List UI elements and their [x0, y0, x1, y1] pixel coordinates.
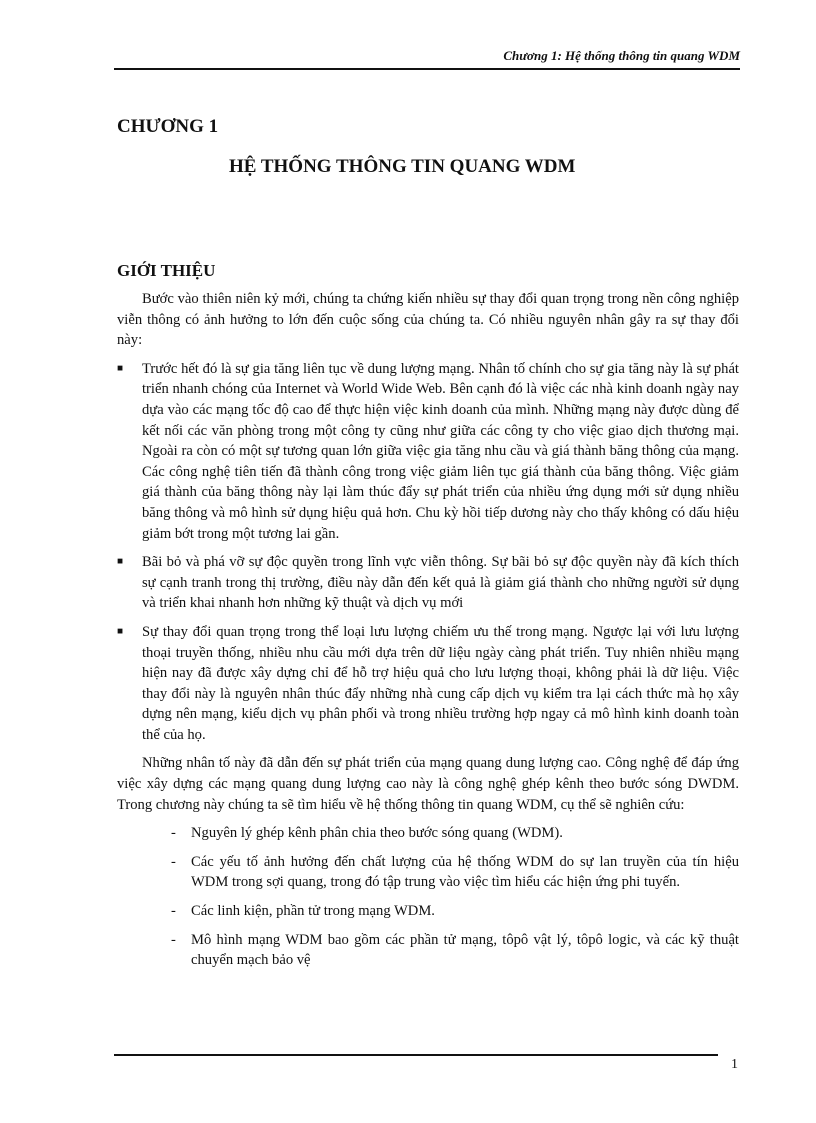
- body-text: [117, 289, 739, 979]
- list-item: [117, 622, 739, 746]
- section-heading: GIỚI THIỆU: [117, 261, 216, 280]
- footer-rule: [114, 1054, 718, 1056]
- dash-bullet-icon: -: [171, 853, 176, 870]
- page-number: 1: [731, 1057, 738, 1072]
- chapter-title: HỆ THỐNG THÔNG TIN QUANG WDM: [229, 156, 576, 177]
- topic-text: Mô hình mạng WDM bao gồm các phần tử mạng, tôpô vật lý, tôpô logic, và các kỹ thuật chuyển mạch bảo vệ: [191, 931, 739, 969]
- topic-text: Các yếu tố ảnh hưởng đến chất lượng của hệ thống WDM do sự lan truyền của tín hiệu WDM trong sợi quang, trong đó tập trung vào việc tìm hiểu các hiện ứng phi tuyến.: [191, 853, 739, 891]
- list-item: [117, 852, 739, 893]
- list-item: [117, 359, 739, 544]
- chapter-label: CHƯƠNG 1: [117, 116, 219, 137]
- dash-bullet-icon: -: [171, 903, 176, 920]
- dash-bullet-icon: -: [171, 825, 176, 842]
- dash-bullet-icon: -: [171, 931, 176, 948]
- intro-paragraph: Bước vào thiên niên kỷ mới, chúng ta chứng kiến nhiều sự thay đổi quan trọng trong nền công nghiệp viễn thông có ảnh hưởng to lớn đến cuộc sống của chúng ta. Có nhiều nguyên nhân gây ra sự thay đổi này:: [117, 291, 739, 349]
- running-header: Chương 1: Hệ thống thông tin quang WDM: [503, 48, 740, 63]
- topic-text: Nguyên lý ghép kênh phân chia theo bước sóng quang (WDM).: [191, 825, 563, 842]
- topic-text: Các linh kiện, phần tử trong mạng WDM.: [191, 903, 435, 920]
- list-item: [117, 552, 739, 614]
- header-rule: [114, 68, 740, 70]
- bullet-text: Trước hết đó là sự gia tăng liên tục về dung lượng mạng. Nhân tố chính cho sự gia tăng này là sự phát triển nhanh chóng của Internet và World Wide Web. Bên cạnh đó là việc các nhà kinh doanh ngày nay dựa vào các mạng tốc độ cao để thực hiện việc kinh doanh của mình. Những mạng này được dùng để kết nối các văn phòng trong một công ty cũng như giữa các công ty cho việc giao dịch thương mại. Ngoài ra còn có một sự tương quan lớn giữa việc gia tăng nhu cầu và giá thành băng thông của mạng. Các công nghệ tiên tiến đã thành công trong việc giảm liên tục giá thành của băng thông. Việc giảm giá thành của băng thông này lại làm thúc đẩy sự phát triển của nhiều ứng dụng mới sử dụng nhiều băng thông và mô hình sử dụng hiệu quả hơn. Chu kỳ hồi tiếp dương này cho thấy không có dấu hiệu giảm bớt trong một tương lai gần.: [142, 360, 739, 542]
- square-bullet-icon: ■: [117, 625, 124, 637]
- bullet-text: Bãi bỏ và phá vỡ sự độc quyền trong lĩnh vực viễn thông. Sự bãi bỏ sự độc quyền này đã kích thích sự cạnh tranh trong thị trường, điều này dẫn đến kết quả là giảm giá thành cho những người sử dụng và triển khai nhanh hơn những kỹ thuật và dịch vụ mới: [142, 554, 739, 612]
- topic-list: [117, 823, 739, 971]
- list-item: [117, 823, 739, 844]
- square-bullet-icon: ■: [117, 362, 124, 374]
- conclusion-paragraph: Những nhân tố này đã dẫn đến sự phát triển của mạng quang dung lượng cao. Công nghệ để đáp ứng việc xây dựng các mạng quang dung lượng cao này là công nghệ ghép kênh theo bước sóng DWDM. Trong chương này chúng ta sẽ tìm hiểu về hệ thống thông tin quang WDM, cụ thể sẽ nghiên cứu:: [117, 755, 739, 813]
- list-item: [117, 930, 739, 971]
- list-item: [117, 901, 739, 922]
- bullet-text: Sự thay đổi quan trọng trong thể loại lưu lượng chiếm ưu thế trong mạng. Ngược lại với lưu lượng thoại truyền thống, nhiều nhu cầu mới dựa trên dữ liệu ngày càng phát triển. Tuy nhiên nhiều mạng hiện nay đã được xây dựng chỉ để hỗ trợ hiệu quả cho lưu lượng thoại, không phải là dữ liệu. Việc thay đổi này là nguyên nhân thúc đẩy những nhà cung cấp dịch vụ kiểm tra lại cách thức mà họ xây dựng nên mạng, kiểu dịch vụ phân phối và trong nhiều trường hợp ngay cả mô hình kinh doanh toàn thể của họ.: [142, 623, 739, 743]
- square-bullet-icon: ■: [117, 556, 124, 568]
- cause-list: [117, 359, 739, 746]
